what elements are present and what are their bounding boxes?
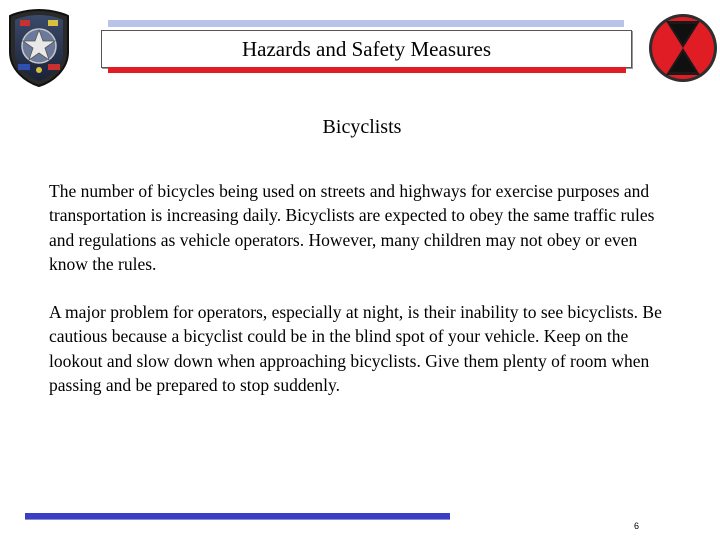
header-top-bar xyxy=(108,20,624,27)
hourglass-insignia-logo xyxy=(648,13,718,83)
unit-crest-logo xyxy=(6,8,72,88)
footer-bar-underline xyxy=(25,519,450,520)
slide-title: Hazards and Safety Measures xyxy=(101,30,632,68)
header-red-bar xyxy=(108,67,626,73)
body-paragraph-2: A major problem for operators, especially at night, is their inability to see bicyclists. Be cautious because a bicyclist could be in the blind spot of your vehicle. Keep on the lookout and slow down when approaching bicyclists. Give them plenty of room when passing and be prepared to stop suddenly. xyxy=(49,302,662,395)
section-heading: Bicyclists xyxy=(322,116,402,138)
body-paragraph-1: The number of bicycles being used on streets and highways for exercise purposes and transportation is increasing daily. Bicyclists are expected to obey the same traffic rules and regulations as vehicle operators. However, many children may not obey or even know the rules. xyxy=(49,181,655,274)
page-number: 6 xyxy=(634,521,640,531)
